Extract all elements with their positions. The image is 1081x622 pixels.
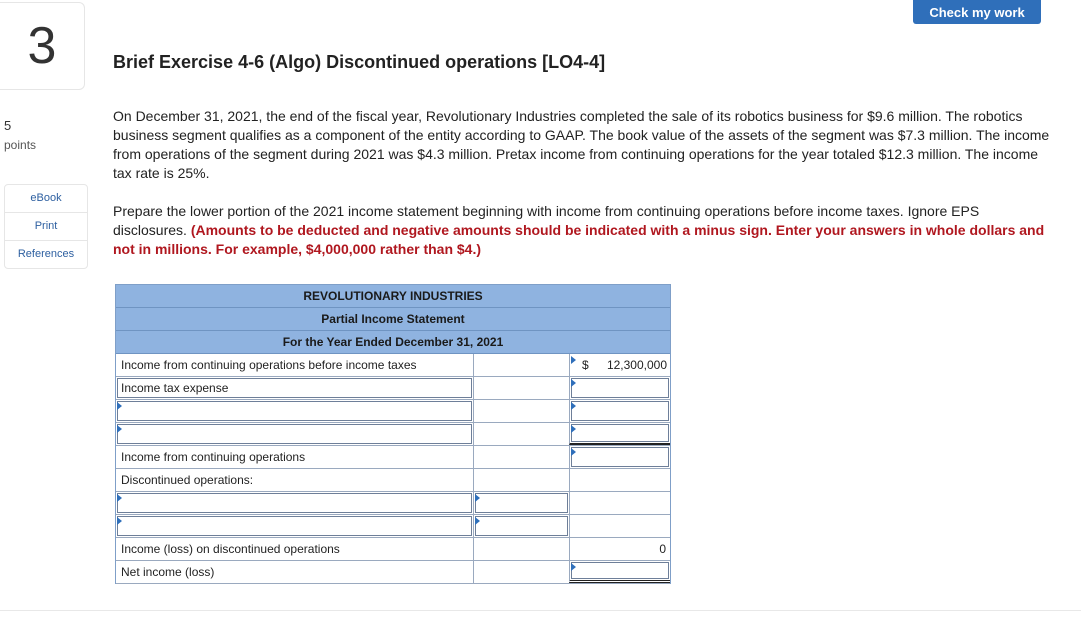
label-input[interactable]: [117, 424, 472, 444]
amount-input[interactable]: [475, 493, 568, 513]
table-row: [116, 515, 670, 538]
pretax-income-cell: [569, 354, 670, 376]
input-marker-icon: [571, 425, 576, 433]
input-marker-icon: [117, 402, 122, 410]
statement-name: Partial Income Statement: [116, 308, 670, 331]
bottom-divider: [0, 610, 1081, 611]
table-row: [116, 423, 670, 446]
check-my-work-button[interactable]: Check my work: [913, 0, 1041, 24]
instructions-note: (Amounts to be deducted and negative amounts should be indicated with a minus sign. Enter your answers in whole dollars and not in millions. For example, $4,000,000 rather than $4.): [113, 222, 1045, 257]
input-marker-icon: [117, 494, 122, 502]
row-label: Income from continuing operations before income taxes: [121, 358, 417, 372]
empty-cell: [569, 492, 670, 514]
input-marker-icon: [571, 379, 576, 387]
continuing-ops-income-input[interactable]: [571, 447, 669, 467]
row-label: Discontinued operations:: [121, 473, 254, 487]
table-row: [116, 354, 670, 377]
currency-symbol: $: [582, 358, 589, 372]
table-row: [116, 492, 670, 515]
table-row: [116, 469, 670, 492]
empty-cell: [473, 538, 569, 560]
empty-cell: [473, 400, 569, 422]
table-row: [116, 377, 670, 400]
amount-input[interactable]: [571, 424, 669, 442]
empty-cell: [569, 515, 670, 537]
references-link[interactable]: References: [5, 240, 87, 268]
empty-cell: [569, 469, 670, 491]
income-statement-table: [115, 284, 671, 584]
points-value: 5: [4, 118, 12, 133]
empty-cell: [473, 561, 569, 583]
ebook-link[interactable]: eBook: [30, 192, 62, 204]
statement-period: For the Year Ended December 31, 2021: [116, 331, 670, 354]
exercise-title: Brief Exercise 4-6 (Algo) Discontinued operations [LO4-4]: [113, 52, 606, 72]
input-marker-icon: [571, 448, 576, 456]
empty-cell: [473, 423, 569, 445]
table-row: [116, 400, 670, 423]
net-income-input[interactable]: [571, 562, 669, 579]
table-row: [116, 538, 670, 561]
amount-input[interactable]: [571, 401, 669, 421]
row-label: Net income (loss): [121, 565, 215, 579]
input-marker-icon: [571, 356, 576, 364]
print-link[interactable]: Print: [5, 212, 87, 240]
label-input[interactable]: [117, 516, 472, 536]
problem-description: On December 31, 2021, the end of the fiscal year, Revolutionary Industries completed the sale of its robotics business for $9.6 million. The robotics business segment qualifies as a component of the entity according to GAAP. The book value of the assets of the segment was $7.3 million. The income from operations of the segment during 2021 was $4.3 million. Pretax income from continuing operations for the year totaled $12.3 million. The income tax rate is 25%.: [113, 108, 1050, 181]
pretax-income-value: 12,300,000: [606, 358, 667, 372]
input-marker-icon: [117, 425, 122, 433]
discontinued-income-value: 0: [569, 538, 670, 560]
row-label: Income tax expense: [121, 381, 229, 395]
label-input[interactable]: [117, 401, 472, 421]
input-marker-icon: [475, 517, 480, 525]
empty-cell: [473, 446, 569, 468]
instructions-text: Prepare the lower portion of the 2021 income statement beginning with income from continuing operations before income taxes. Ignore EPS disclosures.: [113, 203, 980, 238]
input-marker-icon: [117, 517, 122, 525]
points-label: points: [4, 138, 37, 152]
table-row: [116, 561, 670, 584]
label-input[interactable]: [117, 493, 472, 513]
amount-input[interactable]: [475, 516, 568, 536]
empty-cell: [473, 469, 569, 491]
income-tax-amount-input[interactable]: [571, 378, 669, 398]
empty-cell: [473, 377, 569, 399]
question-number: 3: [0, 2, 85, 90]
table-row: [116, 446, 670, 469]
statement-company: REVOLUTIONARY INDUSTRIES: [116, 285, 670, 308]
input-marker-icon: [571, 563, 576, 571]
side-links-panel: [4, 184, 88, 269]
row-label: Income from continuing operations: [121, 450, 306, 464]
input-marker-icon: [475, 494, 480, 502]
empty-cell: [473, 354, 569, 376]
instructions: [113, 202, 1053, 259]
row-label: Income (loss) on discontinued operations: [121, 542, 340, 556]
input-marker-icon: [571, 402, 576, 410]
